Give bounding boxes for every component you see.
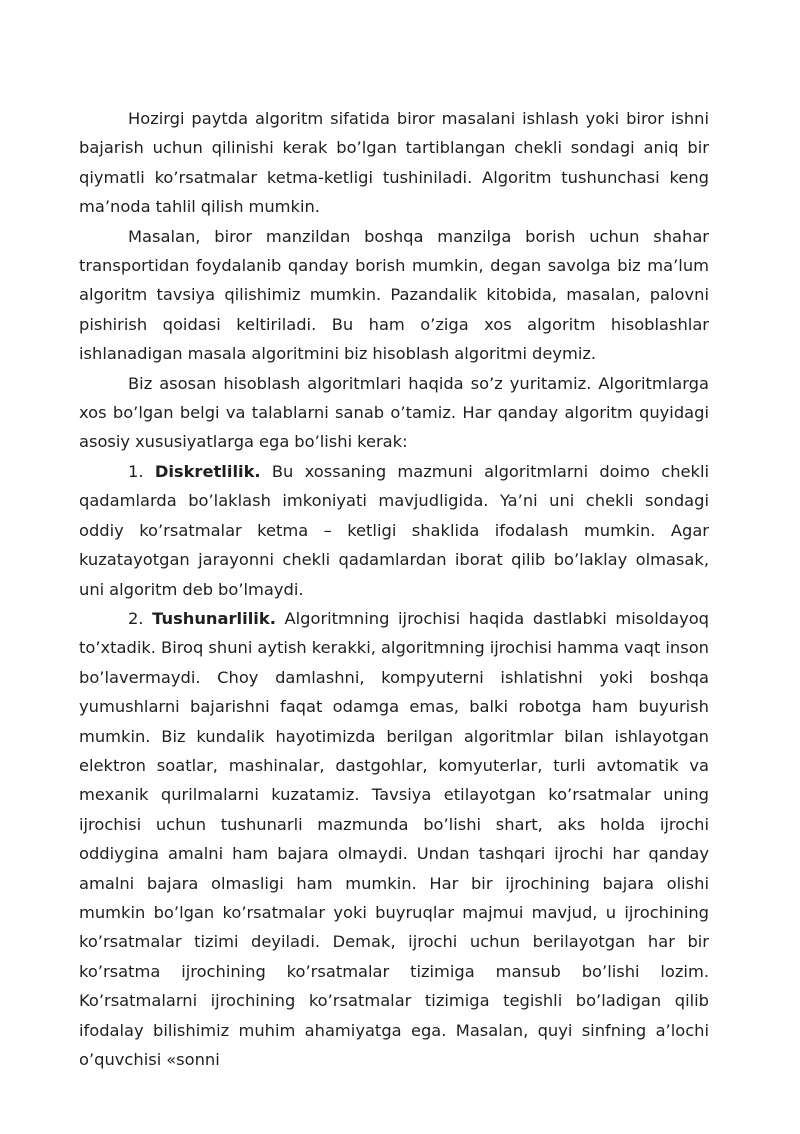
paragraph-text: Bu xossaning mazmuni algoritmlarni doimo chekli qadamlarda bo’laklash imkoniyati mavjudligida. Ya’ni uni chekli sondagi oddiy ko’rsatmalar ketma – ketligi shaklida ifodalash mumkin. Agar kuzatayotgan jarayonni chekli qadamlardan iborat qilib bo’laklay olmasak, uni algoritm deb bo’lmaydi. xyxy=(79,461,709,599)
paragraph-property-understandability xyxy=(79,604,709,1075)
property-term: Tushunarlilik. xyxy=(152,608,276,628)
property-term: Diskretlilik. xyxy=(154,461,261,481)
document-page xyxy=(79,104,709,1074)
paragraph-algorithm-properties-intro xyxy=(79,369,709,457)
paragraph-text: Masalan, biror manzildan boshqa manzilga borish uchun shahar transportidan foydalanib qanday borish mumkin, degan savolga biz ma’lum algoritm tavsiya qilishimiz mumkin. Pazandalik kitobida, masalan, palovni pishirish qoidasi keltiriladi. Bu ham o’ziga xos algoritm hisoblashlar ishlanadigan masala algoritmini biz hisoblash algoritmi deymiz. xyxy=(79,226,709,364)
paragraph-text: Hozirgi paytda algoritm sifatida biror masalani ishlash yoki biror ishni bajarish uchun qilinishi kerak bo’lgan tartiblangan chekli sondagi aniq bir qiymatli ko’rsatmalar ketma-ketligi tushiniladi. Algoritm tushunchasi keng ma’noda tahlil qilish mumkin. xyxy=(79,109,709,217)
paragraph-property-discreteness xyxy=(79,457,709,604)
paragraph-text: Biz asosan hisoblash algoritmlari haqida so’z yuritamiz. Algoritmlarga xos bo’lgan belgi va talablarni sanab o’tamiz. Har qanday algoritm quyidagi asosiy xususiyatlarga ega bo’lishi kerak: xyxy=(79,373,709,452)
list-number: 2. xyxy=(128,608,144,628)
paragraph-algorithm-definition xyxy=(79,104,709,222)
paragraph-algorithm-examples xyxy=(79,222,709,369)
paragraph-text: Algoritmning ijrochisi haqida dastlabki misoldayoq to’xtadik. Biroq shuni aytish kerakki, algoritmning ijrochisi hamma vaqt inson bo’lavermaydi. Choy damlashni, kompyuterni ishlatishni yoki boshqa yumushlarni bajarishni faqat odamga emas, balki robotga ham buyurish mumkin. Biz kundalik hayotimizda berilgan algoritmlar bilan ishlayotgan elektron soatlar, mashinalar, dastgohlar, komyuterlar, turli avtomatik va mexanik qurilmalarni kuzatamiz. Tavsiya etilayotgan ko’rsatmalar uning ijrochisi uchun tushunarli mazmunda bo’lishi shart, aks holda ijrochi oddiygina amalni ham bajara olmaydi. Undan tashqari ijrochi har qanday amalni bajara olmasligi ham mumkin. Har bir ijrochining bajara olishi mumkin bo’lgan ko’rsatmalar yoki buyruqlar majmui mavjud, u ijrochining ko’rsatmalar tizimi deyiladi. Demak, ijrochi uchun berilayotgan har bir ko’rsatma ijrochining ko’rsatmalar tizimiga mansub bo’lishi lozim. Ko’rsatmalarni ijrochining ko’rsatmalar tizimiga tegishli bo’ladigan qilib ifodalay bilishimiz muhim ahamiyatga ega. Masalan, quyi sinfning a’lochi o’quvchisi «sonni xyxy=(79,608,709,1069)
list-number: 1. xyxy=(128,461,144,481)
